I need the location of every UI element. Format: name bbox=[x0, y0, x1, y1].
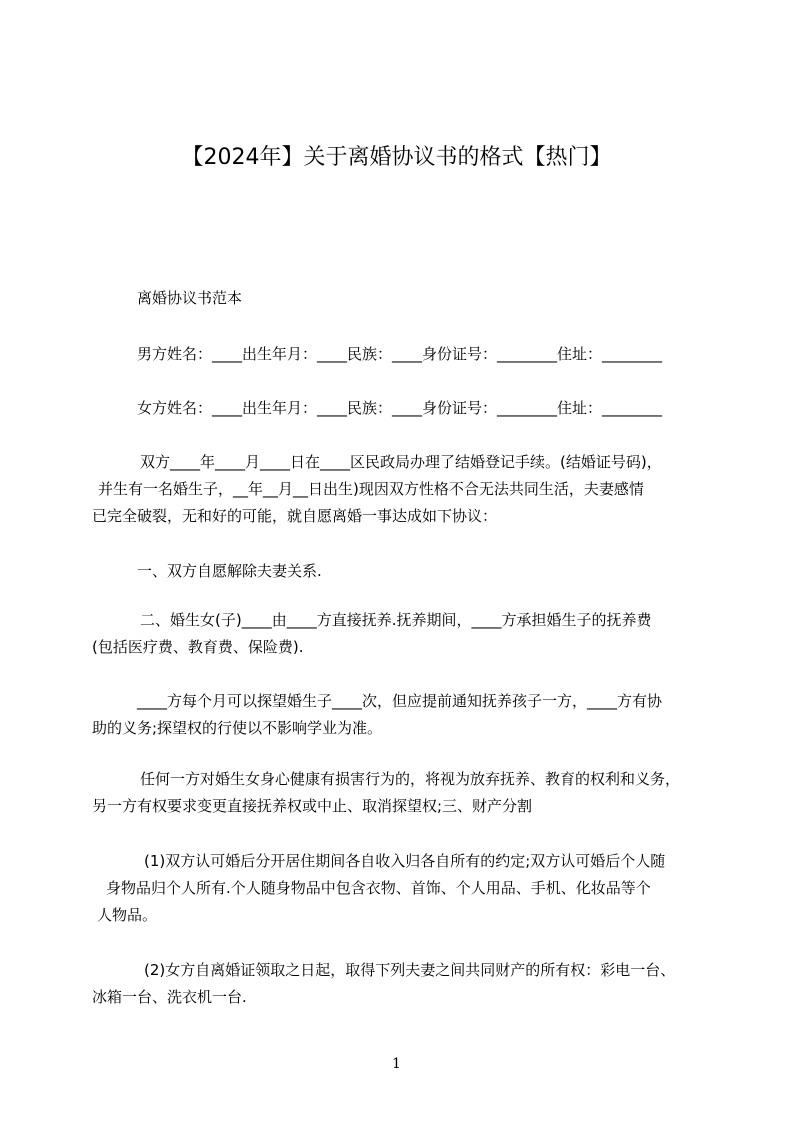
paragraph-line: 女方姓名：____出生年月：____民族：____身份证号：________住址：________ bbox=[137, 399, 663, 417]
paragraph-property-2 bbox=[92, 957, 704, 1011]
paragraph-line: 冰箱一台、洗衣机一台. bbox=[92, 988, 247, 1006]
paragraph-line: 二、婚生女(子)____由____方直接抚养.抚养期间，____方承担婚生子的抚养费 bbox=[140, 611, 652, 629]
document-title: 【2024年】关于离婚协议书的格式【热门】 bbox=[181, 145, 612, 170]
paragraph-line: (包括医疗费、教育费、保险费). bbox=[92, 638, 304, 656]
paragraph-line: 任何一方对婚生女身心健康有损害行为的，将视为放弃抚养、教育的权利和义务， bbox=[140, 770, 681, 788]
paragraph-line: (2)女方自离婚证领取之日起，取得下列夫妻之间共同财产的所有权：彩电一台、 bbox=[144, 961, 676, 979]
paragraph-line: 一、双方自愿解除夫妻关系. bbox=[137, 562, 322, 580]
paragraph-female-info bbox=[92, 395, 704, 422]
page-number: 1 bbox=[392, 1056, 401, 1072]
paragraph-line: 另一方有权要求变更直接抚养权或中止、取消探望权;三、财产分割 bbox=[92, 797, 533, 815]
paragraph-harm-clause bbox=[92, 766, 704, 820]
paragraph-dissolve-relationship bbox=[92, 558, 704, 585]
paragraph-visitation bbox=[92, 688, 704, 742]
paragraph-line: 已完全破裂，无和好的可能，就自愿离婚一事达成如下协议： bbox=[92, 507, 498, 525]
paragraph-line: 并生有一名婚生子，__年__月__日出生)现因双方性格不合无法共同生活，夫妻感情 bbox=[98, 480, 644, 498]
paragraph-line: 助的义务;探望权的行使以不影响学业为准。 bbox=[92, 719, 383, 737]
paragraph-line: (1)双方认可婚后分开居住期间各自收入归各自所有的约定;双方认可婚后个人随 bbox=[144, 852, 666, 870]
paragraph-line: ____方每个月可以探望婚生子____次，但应提前通知抚养孩子一方，____方有协 bbox=[137, 692, 663, 710]
paragraph-line: 人物品。 bbox=[97, 906, 158, 924]
paragraph-marriage-registration bbox=[92, 449, 704, 530]
paragraph-property-1 bbox=[92, 848, 704, 929]
paragraph-line: 男方姓名：____出生年月：____民族：____身份证号：________住址：________ bbox=[137, 345, 663, 363]
paragraph-custody bbox=[92, 607, 704, 661]
paragraph-line: 双方____年____月____日在____区民政局办理了结婚登记手续。(结婚证号码)， bbox=[140, 453, 662, 471]
paragraph-heading bbox=[92, 285, 704, 312]
paragraph-line: 身物品归个人所有.个人随身物品中包含衣物、首饰、个人用品、手机、化妆品等个 bbox=[106, 879, 651, 897]
paragraph-line: 离婚协议书范本 bbox=[137, 289, 243, 307]
paragraph-male-info bbox=[92, 341, 704, 368]
